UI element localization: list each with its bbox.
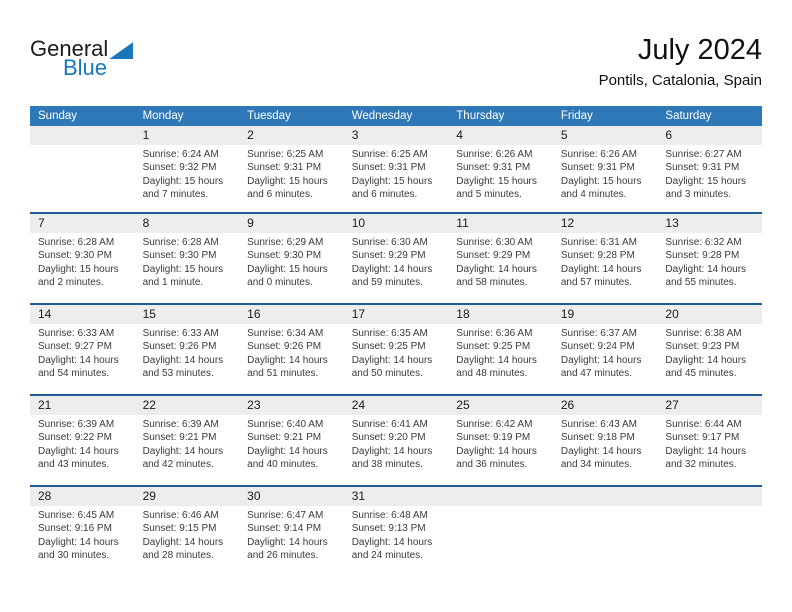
sunset-text: Sunset: 9:18 PM: [560, 432, 635, 444]
day-number: [553, 487, 658, 506]
daylight-text: Daylight: 15 hours and 2 minutes.: [38, 263, 119, 289]
day-details: [448, 233, 553, 303]
sunrise-text: Sunrise: 6:39 AM: [38, 419, 115, 430]
day-details: [344, 233, 449, 303]
sunrise-text: Sunrise: 6:25 AM: [247, 149, 324, 160]
daylight-text: Daylight: 14 hours and 59 minutes.: [351, 263, 433, 289]
day-details: [135, 506, 240, 576]
daylight-text: Daylight: 15 hours and 0 minutes.: [247, 263, 328, 289]
day-details: [657, 506, 762, 576]
day-details: [657, 324, 762, 394]
sunrise-text: Sunrise: 6:43 AM: [560, 419, 637, 430]
day-details: [448, 506, 553, 576]
sunrise-text: Sunrise: 6:38 AM: [665, 328, 742, 339]
daylight-text: Daylight: 14 hours and 42 minutes.: [142, 445, 224, 471]
daylight-text: Daylight: 14 hours and 24 minutes.: [351, 536, 433, 562]
sunrise-text: Sunrise: 6:47 AM: [247, 510, 324, 521]
sunset-text: Sunset: 9:30 PM: [247, 250, 322, 262]
day-details: [448, 415, 553, 485]
day-header-row: [30, 106, 762, 126]
sunrise-text: Sunrise: 6:37 AM: [560, 328, 637, 339]
daylight-text: Daylight: 15 hours and 3 minutes.: [665, 175, 747, 201]
week-row-2: [30, 212, 762, 303]
day-number: 8: [135, 214, 240, 233]
day-header-saturday: Saturday: [665, 110, 712, 122]
day-header-sunday: Sunday: [38, 110, 78, 122]
day-details: [30, 506, 135, 576]
day-details: [553, 506, 658, 576]
sunset-text: Sunset: 9:26 PM: [247, 341, 322, 353]
day-details: [344, 324, 449, 394]
day-details: [344, 506, 449, 576]
day-number: 12: [553, 214, 658, 233]
day-number: 19: [553, 305, 658, 324]
day-number: 21: [30, 396, 135, 415]
sunrise-text: Sunrise: 6:34 AM: [247, 328, 324, 339]
sunset-text: Sunset: 9:20 PM: [351, 432, 426, 444]
sunset-text: Sunset: 9:29 PM: [351, 250, 426, 262]
sunset-text: Sunset: 9:31 PM: [665, 162, 740, 174]
logo-text-general: General: [30, 36, 109, 61]
daylight-text: Daylight: 14 hours and 38 minutes.: [351, 445, 433, 471]
day-number: 16: [239, 305, 344, 324]
day-details: [553, 415, 658, 485]
day-number: 10: [344, 214, 449, 233]
sunrise-text: Sunrise: 6:33 AM: [142, 328, 219, 339]
day-number: 5: [553, 126, 658, 145]
day-header-thursday: Thursday: [456, 110, 505, 122]
day-number: 3: [344, 126, 449, 145]
daylight-text: Daylight: 14 hours and 43 minutes.: [38, 445, 119, 471]
sunset-text: Sunset: 9:32 PM: [142, 162, 217, 174]
week-row-3: [30, 303, 762, 394]
day-details: [30, 415, 135, 485]
daylight-text: Daylight: 14 hours and 55 minutes.: [665, 263, 747, 289]
sunset-text: Sunset: 9:31 PM: [560, 162, 635, 174]
month-title: July 2024: [637, 34, 762, 66]
location-subtitle: Pontils, Catalonia, Spain: [598, 72, 762, 89]
week-row-5: [30, 485, 762, 576]
day-number: 31: [344, 487, 449, 506]
daylight-text: Daylight: 15 hours and 6 minutes.: [351, 175, 433, 201]
day-header-wednesday: Wednesday: [351, 110, 413, 122]
day-details: [657, 233, 762, 303]
sunrise-text: Sunrise: 6:24 AM: [142, 149, 219, 160]
sunrise-text: Sunrise: 6:45 AM: [38, 510, 115, 521]
sunset-text: Sunset: 9:22 PM: [38, 432, 112, 444]
daylight-text: Daylight: 14 hours and 34 minutes.: [560, 445, 642, 471]
sunset-text: Sunset: 9:16 PM: [38, 523, 112, 535]
day-details: [135, 415, 240, 485]
daylight-text: Daylight: 15 hours and 4 minutes.: [560, 175, 642, 201]
sunset-text: Sunset: 9:28 PM: [560, 250, 635, 262]
day-number: 26: [553, 396, 658, 415]
calendar-weeks: [30, 126, 762, 576]
day-number: 4: [448, 126, 553, 145]
day-number: 28: [30, 487, 135, 506]
daylight-text: Daylight: 14 hours and 32 minutes.: [665, 445, 747, 471]
sunrise-text: Sunrise: 6:46 AM: [142, 510, 219, 521]
sunrise-text: Sunrise: 6:36 AM: [456, 328, 533, 339]
sunrise-text: Sunrise: 6:25 AM: [351, 149, 428, 160]
daylight-text: Daylight: 14 hours and 30 minutes.: [38, 536, 119, 562]
sunset-text: Sunset: 9:29 PM: [456, 250, 531, 262]
daylight-text: Daylight: 14 hours and 36 minutes.: [456, 445, 537, 471]
sunset-text: Sunset: 9:14 PM: [247, 523, 322, 535]
sunrise-text: Sunrise: 6:26 AM: [560, 149, 637, 160]
sunset-text: Sunset: 9:31 PM: [456, 162, 531, 174]
day-number: 7: [30, 214, 135, 233]
daylight-text: Daylight: 14 hours and 48 minutes.: [456, 354, 537, 380]
day-details: [239, 145, 344, 212]
week-row-1: [30, 126, 762, 212]
daylight-text: Daylight: 14 hours and 28 minutes.: [142, 536, 224, 562]
day-number: 6: [657, 126, 762, 145]
sunset-text: Sunset: 9:25 PM: [351, 341, 426, 353]
day-details: [239, 324, 344, 394]
day-number: [30, 126, 135, 145]
week-row-4: [30, 394, 762, 485]
day-details: [30, 324, 135, 394]
day-number: 27: [657, 396, 762, 415]
day-details: [448, 324, 553, 394]
daylight-text: Daylight: 14 hours and 51 minutes.: [247, 354, 328, 380]
sunrise-text: Sunrise: 6:39 AM: [142, 419, 219, 430]
daylight-text: Daylight: 14 hours and 50 minutes.: [351, 354, 433, 380]
sunset-text: Sunset: 9:21 PM: [247, 432, 322, 444]
daylight-text: Daylight: 15 hours and 7 minutes.: [142, 175, 224, 201]
sunrise-text: Sunrise: 6:31 AM: [560, 237, 637, 248]
day-details: [344, 145, 449, 212]
sunset-text: Sunset: 9:26 PM: [142, 341, 217, 353]
day-details: [553, 324, 658, 394]
day-number: 2: [239, 126, 344, 145]
day-number: 11: [448, 214, 553, 233]
sunrise-text: Sunrise: 6:28 AM: [142, 237, 219, 248]
day-number: 23: [239, 396, 344, 415]
day-number: 1: [135, 126, 240, 145]
day-number: 30: [239, 487, 344, 506]
day-details: [553, 145, 658, 212]
day-details: [239, 415, 344, 485]
sunrise-text: Sunrise: 6:26 AM: [456, 149, 533, 160]
day-header-monday: Monday: [142, 110, 184, 122]
day-details: [657, 415, 762, 485]
sunset-text: Sunset: 9:17 PM: [665, 432, 740, 444]
sunset-text: Sunset: 9:28 PM: [665, 250, 740, 262]
sunset-text: Sunset: 9:23 PM: [665, 341, 740, 353]
daylight-text: Daylight: 15 hours and 1 minute.: [142, 263, 224, 289]
daylight-text: Daylight: 14 hours and 47 minutes.: [560, 354, 642, 380]
day-number: 17: [344, 305, 449, 324]
day-number: 20: [657, 305, 762, 324]
day-details: [344, 415, 449, 485]
sunset-text: Sunset: 9:19 PM: [456, 432, 531, 444]
day-details: [135, 145, 240, 212]
sunrise-text: Sunrise: 6:41 AM: [351, 419, 428, 430]
daylight-text: Daylight: 14 hours and 57 minutes.: [560, 263, 642, 289]
page-header: [0, 0, 792, 89]
day-details: [135, 324, 240, 394]
sunrise-text: Sunrise: 6:32 AM: [665, 237, 742, 248]
sunset-text: Sunset: 9:25 PM: [456, 341, 531, 353]
day-number: 15: [135, 305, 240, 324]
day-number: 25: [448, 396, 553, 415]
day-number: 14: [30, 305, 135, 324]
sunrise-text: Sunrise: 6:30 AM: [456, 237, 533, 248]
day-number: 24: [344, 396, 449, 415]
day-number: 22: [135, 396, 240, 415]
sunrise-text: Sunrise: 6:44 AM: [665, 419, 742, 430]
daylight-text: Daylight: 14 hours and 53 minutes.: [142, 354, 224, 380]
day-number: 9: [239, 214, 344, 233]
sunset-text: Sunset: 9:30 PM: [38, 250, 112, 262]
day-number: 13: [657, 214, 762, 233]
sunrise-text: Sunrise: 6:42 AM: [456, 419, 533, 430]
sunset-text: Sunset: 9:31 PM: [351, 162, 426, 174]
day-header-tuesday: Tuesday: [247, 110, 291, 122]
sunset-text: Sunset: 9:13 PM: [351, 523, 426, 535]
sunset-text: Sunset: 9:21 PM: [142, 432, 217, 444]
sunrise-text: Sunrise: 6:27 AM: [665, 149, 742, 160]
daylight-text: Daylight: 15 hours and 5 minutes.: [456, 175, 537, 201]
sunset-text: Sunset: 9:31 PM: [247, 162, 322, 174]
daylight-text: Daylight: 15 hours and 6 minutes.: [247, 175, 328, 201]
day-number: 18: [448, 305, 553, 324]
logo-text-blue: Blue: [63, 55, 108, 80]
day-details: [239, 506, 344, 576]
day-details: [448, 145, 553, 212]
sunrise-text: Sunrise: 6:48 AM: [351, 510, 428, 521]
calendar-table: [30, 106, 762, 576]
sunrise-text: Sunrise: 6:28 AM: [38, 237, 115, 248]
sunset-text: Sunset: 9:15 PM: [142, 523, 217, 535]
day-details: [239, 233, 344, 303]
sunset-text: Sunset: 9:24 PM: [560, 341, 635, 353]
day-details: [657, 145, 762, 212]
day-number: [448, 487, 553, 506]
daylight-text: Daylight: 14 hours and 45 minutes.: [665, 354, 747, 380]
sunrise-text: Sunrise: 6:29 AM: [247, 237, 324, 248]
day-number: 29: [135, 487, 240, 506]
day-details: [135, 233, 240, 303]
daylight-text: Daylight: 14 hours and 58 minutes.: [456, 263, 537, 289]
sunrise-text: Sunrise: 6:40 AM: [247, 419, 324, 430]
daylight-text: Daylight: 14 hours and 54 minutes.: [38, 354, 119, 380]
sunrise-text: Sunrise: 6:30 AM: [351, 237, 428, 248]
day-details: [30, 233, 135, 303]
general-blue-logo: [30, 38, 133, 79]
sunrise-text: Sunrise: 6:33 AM: [38, 328, 115, 339]
day-details: [553, 233, 658, 303]
sunset-text: Sunset: 9:30 PM: [142, 250, 217, 262]
day-header-friday: Friday: [560, 110, 593, 122]
daylight-text: Daylight: 14 hours and 26 minutes.: [247, 536, 328, 562]
day-details: [30, 145, 135, 212]
daylight-text: Daylight: 14 hours and 40 minutes.: [247, 445, 328, 471]
title-block: [599, 34, 762, 89]
sunrise-text: Sunrise: 6:35 AM: [351, 328, 428, 339]
day-number: [657, 487, 762, 506]
sunset-text: Sunset: 9:27 PM: [38, 341, 112, 353]
